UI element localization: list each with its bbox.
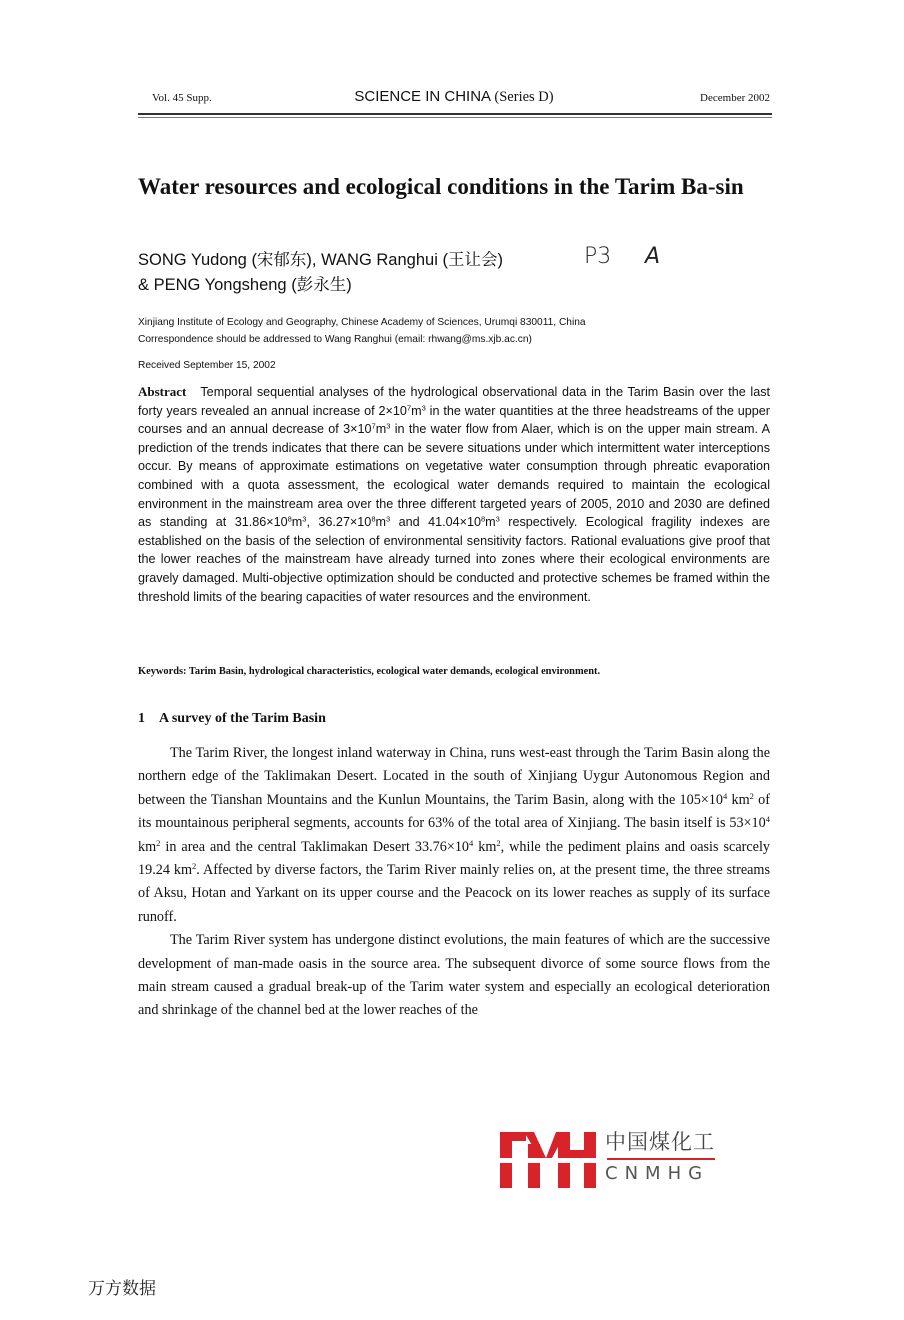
exponent: 3 [302,514,307,524]
abstract-text: m [485,515,496,530]
exponent: 2 [192,860,197,871]
journal-title [138,88,770,106]
logo-english-text: CNMHG [605,1163,710,1184]
paragraph-1 [138,742,770,929]
abstract [138,383,770,606]
abstract-text: m [411,403,422,418]
issue-date: December 2002 [700,92,770,104]
abstract-text: and 41.04×10 [390,515,481,530]
article-title: Water resources and ecological conditions in the Tarim Ba-sin [138,174,744,199]
volume-label: Vol. 45 Supp. [152,92,212,104]
exponent: 8 [480,514,486,524]
authors-line-1: SONG Yudong (宋郁东), WANG Ranghui (王让会) [138,251,503,269]
paragraph-text: km [138,838,157,855]
exponent: 3 [386,514,391,524]
affiliation-block [138,314,778,348]
correspondence: Correspondence should be addressed to Wang Ranghui (email: rhwang@ms.xjb.ac.cn) [138,334,532,345]
exponent: 3 [386,421,391,431]
abstract-text: m [375,515,387,530]
paragraph-text: . Affected by diverse factors, the Tarim River mainly relies on, at the present time, the three streams of Aksu, Hotan and Yarkant on its upper course and the Peacock on its lower reaches as supply of its surface runoff. [138,862,770,925]
abstract-label: Abstract [138,384,187,399]
exponent: 8 [287,514,292,524]
paragraph-text: km [473,838,497,855]
received-date: Received September 15, 2002 [138,360,276,371]
exponent: 2 [749,790,754,801]
running-head [138,86,770,110]
exponent: 3 [421,403,426,413]
exponent: 4 [723,790,728,801]
keywords: Keywords: Tarim Basin, hydrological characteristics, ecological water demands, ecological environment. [138,666,601,677]
abstract-text: in the water quantities at the three headstreams of the upper courses and an annual decrease of 3×10 [138,403,770,437]
paragraph-text: of its mountainous peripheral segments, accounts for 63% of the total area of Xinjiang. The basin itself is 53×10 [138,791,770,832]
paragraph-text: The Tarim River, the longest inland waterway in China, runs west-east through the Tarim Basin along the northern edge of the Taklimakan Desert. Located in the south of Xinjiang Uygur Autonomous Region and between the Tianshan Mountains and the Kunlun Mountains, the Tarim Basin, along with the 105×10 [138,745,770,808]
logo-chinese-text: 中国煤化工 [605,1130,715,1154]
exponent: 4 [469,837,474,848]
abstract-text: , 36.27×10 [306,515,372,530]
logo-divider [607,1158,715,1160]
section-title: A survey of the Tarim Basin [159,711,326,726]
exponent: 8 [371,514,376,524]
abstract-text: m [375,422,387,437]
exponent: 2 [496,837,501,848]
journal-series: (Series D) [494,89,554,105]
paragraph-text: in area and the central Taklimakan Desert 33.76×10 [160,838,470,855]
abstract-text: respectively. Ecological fragility indexes are established on the basis of the selection of environmental sensitivity factors. Rational evaluations give proof that the lower reaches of the mainstream have already turned into zones where their ecological environments are gravely damaged. Multi-objective optimization should be conducted and protective schemes be framed within the threshold limits of the bearing capacities of water resources and the environment. [138,515,770,604]
watermark: 万方数据 [88,1279,156,1299]
exponent: 7 [406,403,412,413]
abstract-text: m [291,515,303,530]
authors-line-2: & PENG Yongsheng (彭永生) [138,276,352,294]
journal-name: SCIENCE IN CHINA [354,88,491,105]
abstract-text: in the water flow from Alaer, which is on the upper main stream. A prediction of the trends indicates that there can be severe situations under which intermittent water interceptions occur. By means of approximate estimations on vegetative water consumption through phreatic evaporation combined with a quota assessment, the ecological water demands required to maintain the ecological environment in the mainstream area over the three different targeted years of 2005, 2010 and 2030 are defined as standing at 31.86×10 [138,422,770,530]
affiliation: Xinjiang Institute of Ecology and Geography, Chinese Academy of Sciences, Urumqi 830011, China [138,317,586,328]
handwritten-mark-a: A [645,244,661,269]
paragraph-text: km [727,791,750,808]
abstract-text: Temporal sequential analyses of the hydrological observational data in the Tarim Basin over the last forty years revealed an annual increase of 2×10 [138,385,770,418]
header-rule-thick [138,113,772,115]
exponent: 7 [371,421,376,431]
section-body [138,742,770,1023]
mh-logo-icon [500,1126,600,1188]
handwritten-mark-p3: P3 [584,244,612,269]
exponent: 2 [156,837,161,848]
paragraph-text: , while the pediment plains and oasis scarcely 19.24 km [138,838,770,879]
author-list [138,248,658,298]
cnmhg-logo [500,1126,720,1192]
header-rule-thin [138,117,772,118]
section-heading [138,711,326,727]
exponent: 3 [495,514,500,524]
exponent: 4 [765,814,770,825]
paragraph-2: The Tarim River system has undergone distinct evolutions, the main features of which are the successive development of man-made oasis in the source area. The subsequent divorce of some source flows from the main stream caused a gradual break-up of the Tarim water system and especially an ecological deterioration and shrinkage of the channel bed at the lower reaches of the [138,932,770,1019]
section-number: 1 [138,711,145,726]
